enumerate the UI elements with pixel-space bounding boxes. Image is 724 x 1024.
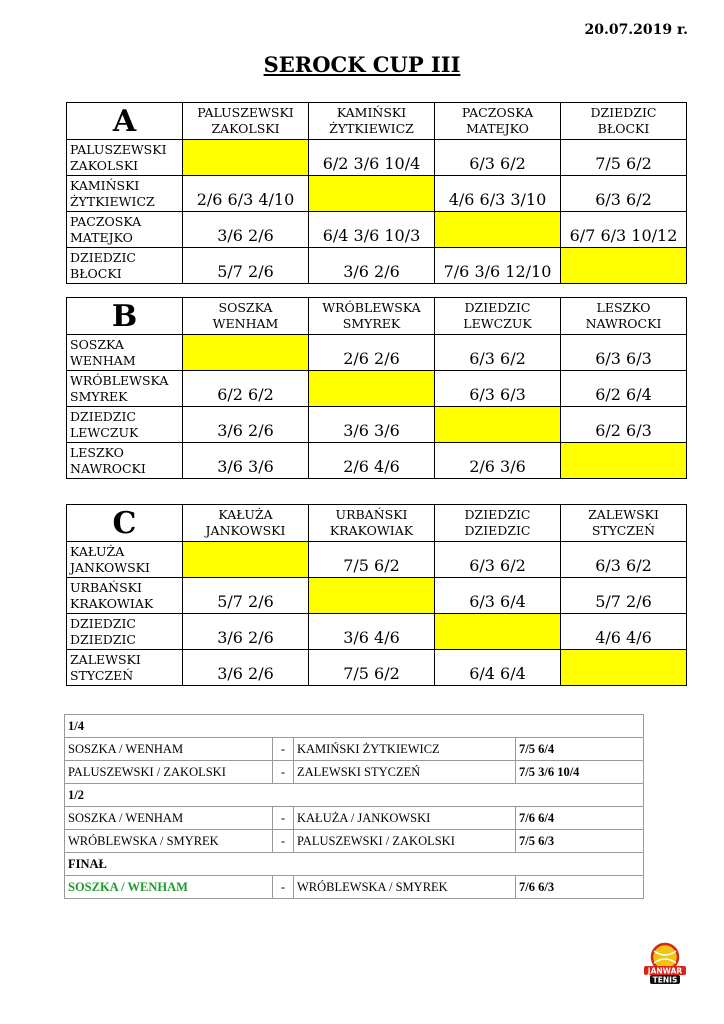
player-name: LESZKO [70,444,124,460]
knockout-match-row [65,738,644,761]
player-name: PALUSZEWSKI [70,141,167,157]
row-team-header [67,650,183,686]
match-score: 7/5 6/2 [309,542,435,578]
match-score: 5/7 2/6 [183,248,309,284]
match-result: 7/6 6/4 [516,807,644,830]
player-name: SOSZKA [70,336,124,352]
row-team-header [67,614,183,650]
match-score: 2/6 6/3 4/10 [183,176,309,212]
player-name: KAŁUŻA [70,543,125,559]
row-team-header [67,542,183,578]
group-letter: B [67,298,183,335]
player-name: JANKOWSKI [205,523,286,538]
knockout-match-row [65,830,644,853]
player-name: DZIEDZIC [70,408,136,424]
group-row [67,614,687,650]
player-name: KRAKOWIAK [329,523,414,538]
player-name: WENHAM [70,352,136,368]
player-name: KRAKOWIAK [70,595,154,611]
row-team-header [67,578,183,614]
match-score: 3/6 2/6 [183,212,309,248]
player-name: ZAKOLSKI [70,157,139,173]
player-name: MATEJKO [466,121,529,136]
match-score: 4/6 6/3 3/10 [435,176,561,212]
group-row [67,335,687,371]
match-score: 2/6 3/6 [435,443,561,479]
team-one: SOSZKA / WENHAM [65,738,273,761]
column-team-header [183,103,309,140]
self-match-cell [435,407,561,443]
player-name: STYCZEŃ [591,523,656,538]
player-name: PACZOSKA [461,105,534,120]
team-two: KAŁUŻA / JANKOWSKI [294,807,516,830]
match-score: 7/6 3/6 12/10 [435,248,561,284]
match-score: 3/6 3/6 [309,407,435,443]
column-team-header [309,298,435,335]
player-name: LEWCZUK [463,316,532,331]
match-score: 6/3 6/3 [561,335,687,371]
row-team-header [67,212,183,248]
match-score: 3/6 2/6 [183,614,309,650]
player-name: ZALEWSKI [588,507,659,522]
match-score: 6/3 6/2 [561,176,687,212]
player-name: JANKOWSKI [70,559,150,575]
match-score: 6/3 6/4 [435,578,561,614]
column-team-header [435,103,561,140]
match-score: 6/3 6/2 [435,542,561,578]
vs-separator: - [273,807,294,830]
player-name: KAMIŃSKI [70,177,140,193]
match-score: 6/3 6/2 [435,335,561,371]
column-team-header [309,505,435,542]
knockout-match-row [65,761,644,784]
player-name: PALUSZEWSKI [197,105,294,120]
group-row [67,176,687,212]
self-match-cell [309,176,435,212]
group-row [67,542,687,578]
stage-label: 1/4 [65,715,644,738]
player-name: MATEJKO [70,229,133,245]
match-score: 2/6 4/6 [309,443,435,479]
column-team-header [561,103,687,140]
match-score: 2/6 2/6 [309,335,435,371]
team-one: WRÓBLEWSKA / SMYREK [65,830,273,853]
player-name: DZIEDZIC [70,249,136,265]
match-score: 3/6 4/6 [309,614,435,650]
match-score: 7/5 6/2 [561,140,687,176]
self-match-cell [435,212,561,248]
column-team-header [183,505,309,542]
match-score: 6/2 6/3 [561,407,687,443]
player-name: SMYREK [70,388,128,404]
player-name: DZIEDZIC [464,523,531,538]
player-name: WENHAM [212,316,279,331]
match-result: 7/5 6/3 [516,830,644,853]
match-score: 3/6 2/6 [183,407,309,443]
team-two: ZALEWSKI STYCZEŃ [294,761,516,784]
knockout-match-row [65,876,644,899]
player-name: URBAŃSKI [335,507,408,522]
row-team-header [67,176,183,212]
team-two: PALUSZEWSKI / ZAKOLSKI [294,830,516,853]
match-score: 6/4 3/6 10/3 [309,212,435,248]
player-name: URBAŃSKI [70,579,142,595]
group-c-table [66,504,687,686]
player-name: NAWROCKI [585,316,662,331]
column-team-header [435,505,561,542]
group-row [67,578,687,614]
match-score: 6/3 6/2 [561,542,687,578]
team-two: WRÓBLEWSKA / SMYREK [294,876,516,899]
self-match-cell [561,650,687,686]
player-name: DZIEDZIC [70,615,136,631]
knockout-table [64,714,644,899]
match-score: 4/6 4/6 [561,614,687,650]
group-letter: C [67,505,183,542]
match-score: 5/7 2/6 [561,578,687,614]
group-row [67,650,687,686]
group-row [67,248,687,284]
column-team-header [435,298,561,335]
player-name: ZALEWSKI [70,651,141,667]
player-name: KAMIŃSKI [336,105,407,120]
match-score: 6/2 6/2 [183,371,309,407]
player-name: WRÓBLEWSKA [70,372,169,388]
player-name: WRÓBLEWSKA [322,300,421,315]
match-result: 7/6 6/3 [516,876,644,899]
row-team-header [67,140,183,176]
team-one: SOSZKA / WENHAM [65,876,273,899]
group-a-table [66,102,687,284]
vs-separator: - [273,830,294,853]
self-match-cell [309,578,435,614]
self-match-cell [561,248,687,284]
player-name: SMYREK [342,316,401,331]
self-match-cell [183,140,309,176]
match-score: 6/2 6/4 [561,371,687,407]
vs-separator: - [273,876,294,899]
player-name: ŻYTKIEWICZ [70,193,155,209]
document-title: SEROCK CUP III [263,52,461,77]
group-row [67,212,687,248]
match-score: 5/7 2/6 [183,578,309,614]
vs-separator: - [273,761,294,784]
knockout-match-row [65,807,644,830]
player-name: KAŁUŻA [218,507,273,522]
match-score: 6/2 3/6 10/4 [309,140,435,176]
match-score: 3/6 2/6 [309,248,435,284]
self-match-cell [435,614,561,650]
group-letter: A [67,103,183,140]
group-b-table [66,297,687,479]
group-row [67,443,687,479]
player-name: ZAKOLSKI [211,121,280,136]
row-team-header [67,371,183,407]
self-match-cell [309,371,435,407]
group-row [67,371,687,407]
match-score: 3/6 3/6 [183,443,309,479]
player-name: ŻYTKIEWICZ [329,121,414,136]
match-score: 6/3 6/3 [435,371,561,407]
group-row [67,140,687,176]
svg-text:JANWAR: JANWAR [647,966,683,976]
self-match-cell [183,335,309,371]
row-team-header [67,248,183,284]
player-name: STYCZEŃ [70,667,134,683]
team-two: KAMIŃSKI ŻYTKIEWICZ [294,738,516,761]
player-name: NAWROCKI [70,460,146,476]
team-one: PALUSZEWSKI / ZAKOLSKI [65,761,273,784]
match-score: 6/3 6/2 [435,140,561,176]
column-team-header [309,103,435,140]
document-date: 20.07.2019 r. [584,22,688,38]
player-name: SOSZKA [218,300,273,315]
player-name: DZIEDZIC [590,105,657,120]
stage-label: 1/2 [65,784,644,807]
player-name: BŁOCKI [597,121,650,136]
janwar-tenis-logo [641,942,689,986]
player-name: BŁOCKI [70,265,122,281]
row-team-header [67,407,183,443]
group-row [67,407,687,443]
match-result: 7/5 6/4 [516,738,644,761]
self-match-cell [183,542,309,578]
player-name: LESZKO [596,300,651,315]
match-result: 7/5 3/6 10/4 [516,761,644,784]
player-name: DZIEDZIC [464,507,531,522]
match-score: 7/5 6/2 [309,650,435,686]
match-score: 6/7 6/3 10/12 [561,212,687,248]
match-score: 6/4 6/4 [435,650,561,686]
player-name: DZIEDZIC [70,631,136,647]
svg-text:TENIS: TENIS [652,975,678,985]
vs-separator: - [273,738,294,761]
column-team-header [183,298,309,335]
column-team-header [561,505,687,542]
player-name: LEWCZUK [70,424,139,440]
player-name: PACZOSKA [70,213,142,229]
column-team-header [561,298,687,335]
row-team-header [67,335,183,371]
self-match-cell [561,443,687,479]
stage-label: FINAŁ [65,853,644,876]
match-score: 3/6 2/6 [183,650,309,686]
player-name: DZIEDZIC [464,300,531,315]
team-one: SOSZKA / WENHAM [65,807,273,830]
row-team-header [67,443,183,479]
